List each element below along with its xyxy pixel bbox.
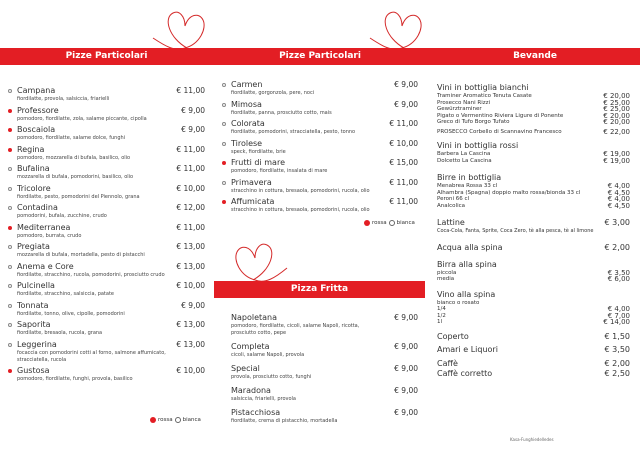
item-description: fiordilatte, crema di pistacchio, mortadella xyxy=(231,418,338,424)
menu-item xyxy=(221,408,418,430)
drink-price: € 25,00 xyxy=(603,105,630,113)
item-name: Boscaiola xyxy=(17,125,56,134)
item-price: € 9,00 xyxy=(181,105,205,115)
rossa-dot-icon xyxy=(8,148,12,152)
item-description: fiordilatte, stracchino, salsiccia, patate xyxy=(17,291,114,297)
drink-price: € 4,50 xyxy=(607,188,630,197)
drink-price: € 19,00 xyxy=(603,150,630,158)
group-title: Birra alla spina xyxy=(437,259,497,269)
item-description: pomodoro, fiordilatte, salame dolce, funghi xyxy=(17,135,126,141)
item-name: Pulcinella xyxy=(17,281,55,290)
bianca-dot-icon xyxy=(8,245,12,249)
item-price: € 13,00 xyxy=(176,261,205,271)
item-price: € 9,00 xyxy=(394,386,418,395)
item-price: € 9,00 xyxy=(394,342,418,351)
bevande-group-coperto xyxy=(437,332,630,342)
item-price: € 9,00 xyxy=(181,125,205,134)
menu-item xyxy=(7,301,205,321)
bevande-group-amari xyxy=(437,345,630,355)
drink-price: € 20,00 xyxy=(603,111,630,120)
item-description: fiordilatte, pomodorini, stracciatella, pesto, tonno xyxy=(231,129,356,135)
bevande-group-vino_spina xyxy=(437,290,630,326)
rossa-dot-icon xyxy=(8,226,12,230)
item-price: € 10,00 xyxy=(176,281,205,290)
item-price: € 9,00 xyxy=(394,313,418,322)
group-title: Birre in bottiglia xyxy=(437,173,502,182)
bianca-dot-icon xyxy=(222,142,226,146)
item-description: stracchino in cottura, bresaola, pomodorini, rucola, olio xyxy=(231,187,370,194)
group-description: Coca-Cola, Fanta, Sprite, Coca Zero, tè alla pesca, tè al limone xyxy=(437,228,594,234)
group-title: Vini in bottiglia bianchi xyxy=(437,83,529,92)
item-name: Campana xyxy=(17,86,56,95)
bianca-dot-icon xyxy=(222,83,226,87)
drink-price: € 4,50 xyxy=(607,201,630,210)
item-price: € 11,00 xyxy=(389,119,418,128)
item-price: € 9,00 xyxy=(394,364,418,373)
item-price: € 9,00 xyxy=(394,99,418,109)
rossa-dot-icon xyxy=(222,200,226,204)
menu-item xyxy=(7,340,205,366)
drink-row xyxy=(437,203,630,210)
item-description: salsiccia, friarielli, provola xyxy=(231,396,296,402)
bevande-group-birre xyxy=(437,173,630,209)
item-description: pomodoro, burrata, crudo xyxy=(17,232,82,239)
menu-item xyxy=(7,184,205,204)
item-price: € 10,00 xyxy=(176,365,205,375)
item-description: pomodoro, fiordilatte, cicoli, salame Napoli, ricotta, prosciutto cotto, pepe xyxy=(231,323,360,336)
item-name: Bufalina xyxy=(17,164,50,173)
item-price: € 11,00 xyxy=(389,197,418,206)
menu-item xyxy=(7,223,205,243)
menu-item xyxy=(221,342,418,364)
item-description: mozzarella di bufala, mortadella, pesto di pistacchi xyxy=(17,252,145,258)
item-name: Contadina xyxy=(17,203,58,212)
bianca-dot-icon xyxy=(8,206,12,210)
item-price: € 10,00 xyxy=(176,183,205,193)
item-name: Affumicata xyxy=(231,197,275,206)
drink-price: € 25,00 xyxy=(603,98,630,107)
item-name: Regina xyxy=(17,144,45,154)
footer-text: Kasa-Funghiedelledes xyxy=(510,437,554,442)
rossa-dot-icon xyxy=(8,109,12,113)
item-price: € 11,00 xyxy=(389,177,418,187)
group-price: € 2,50 xyxy=(604,368,630,378)
menu-item xyxy=(221,119,418,139)
item-name: Mediterranea xyxy=(17,222,71,232)
group-price: € 2,00 xyxy=(604,242,630,252)
bianca-dot-icon xyxy=(222,181,226,185)
menu-item xyxy=(221,139,418,159)
group-title: Coperto xyxy=(437,331,469,341)
item-description: pomodoro, mozzarella di bufala, basilico, olio xyxy=(17,154,131,161)
menu-item xyxy=(7,203,205,223)
item-price: € 11,00 xyxy=(176,86,205,95)
item-description: fiordilatte, pesto, pomodorini del Piennolo, grana xyxy=(17,193,140,200)
rossa-dot-icon xyxy=(8,369,12,373)
group-title: Amari e Liquori xyxy=(437,344,498,354)
item-name: Tirolese xyxy=(231,138,263,148)
drink-price: € 20,00 xyxy=(603,92,630,100)
header-pizze-particolari-1: Pizze Particolari xyxy=(65,51,148,61)
item-price: € 12,00 xyxy=(176,203,205,212)
group-title: Vini in bottiglia rossi xyxy=(437,141,519,150)
drink-label: Alhambra (Spagna) doppio malto rossa/bionda 33 cl xyxy=(437,189,581,196)
heart-decoration-icon xyxy=(362,8,432,52)
item-price: € 9,00 xyxy=(181,300,205,310)
menu-item xyxy=(7,125,205,145)
item-price: € 11,00 xyxy=(176,144,205,154)
drink-label: 1l xyxy=(437,319,443,325)
item-price: € 11,00 xyxy=(176,164,205,173)
rossa-dot-icon xyxy=(222,161,226,165)
drink-price: € 4,00 xyxy=(607,195,630,203)
drink-label: Menabrea Rossa 33 cl xyxy=(437,183,498,189)
item-description: fiordilatte, panna, prosciutto cotto, mais xyxy=(231,109,332,116)
item-name: Napoletana xyxy=(231,313,278,322)
bianca-dot-icon xyxy=(8,323,12,327)
bevande-group-bianchi xyxy=(437,83,630,135)
header-band xyxy=(0,48,640,65)
drink-label: Peroni 66 cl xyxy=(437,196,470,202)
header-pizza-fritta: Pizza Fritta xyxy=(214,281,425,298)
group-price: € 3,50 xyxy=(604,344,630,354)
drink-price: € 6,00 xyxy=(607,275,630,283)
item-name: Gustosa xyxy=(17,365,50,375)
drink-price: € 14,00 xyxy=(603,318,630,326)
bianca-dot-icon xyxy=(222,103,226,107)
item-description: cicoli, salame Napoli, provola xyxy=(231,352,305,358)
menu-item xyxy=(7,366,205,386)
item-description: pomodoro, fiordilatte, funghi, provola, basilico xyxy=(17,375,133,382)
drink-price: € 4,00 xyxy=(607,182,630,190)
group-header xyxy=(437,369,630,379)
item-description: stracchino in cottura, bresaola, pomodorini, rucola, olio xyxy=(231,207,370,213)
drink-row xyxy=(437,276,630,283)
item-name: Saporita xyxy=(17,320,51,329)
group-header xyxy=(437,359,630,369)
menu-item xyxy=(221,364,418,386)
item-name: Frutti di mare xyxy=(231,158,285,167)
legend-1: rossa bianca xyxy=(150,417,201,423)
item-description: mozzarella di bufala, pomodorini, basilico, olio xyxy=(17,174,134,180)
drink-label: Traminer Aromatico Tenuta Casate xyxy=(437,93,532,99)
bianca-dot-icon xyxy=(8,187,12,191)
item-description-2: stracciatella, rucola xyxy=(17,356,67,363)
drink-label: PROSECCO Corbello di Scannavino Francesco xyxy=(437,128,562,135)
drink-price: € 7,00 xyxy=(607,311,630,320)
item-description: pomodoro, fiordilatte, zola, salame piccante, cipolla xyxy=(17,115,147,122)
group-header xyxy=(437,243,630,253)
item-name: Carmen xyxy=(231,80,263,89)
item-name: Tonnata xyxy=(17,300,49,310)
item-name: Maradona xyxy=(231,386,271,395)
group-title: Vino alla spina xyxy=(437,289,496,299)
menu-item xyxy=(221,313,418,342)
item-description: pomodorini, bufala, zucchine, crudo xyxy=(17,213,107,219)
item-name: Completa xyxy=(231,342,270,351)
bevande-group-lattine xyxy=(437,218,630,235)
drink-label: 1/4 xyxy=(437,306,446,312)
item-description: speck, fiordilatte, brie xyxy=(231,148,286,155)
item-name: Mimosa xyxy=(231,99,262,109)
group-subtitle: bianco o rosato xyxy=(437,299,480,306)
menu-item xyxy=(221,178,418,198)
drink-label: Analcolica xyxy=(437,202,465,209)
bevande-group-caffe_corretto xyxy=(437,369,630,379)
menu-item xyxy=(7,242,205,262)
item-name: Special xyxy=(231,364,260,373)
menu-item xyxy=(7,145,205,165)
drink-label: Gewürztraminer xyxy=(437,106,482,112)
bevande-group-rossi xyxy=(437,141,630,164)
bevande-list xyxy=(437,83,630,385)
drink-label: Barbera La Cascina xyxy=(437,151,491,157)
group-title: Caffè xyxy=(437,358,458,368)
drink-label: 1/2 xyxy=(437,312,446,319)
drink-label: media xyxy=(437,276,455,282)
drink-price: € 20,00 xyxy=(603,118,630,126)
bianca-dot-icon xyxy=(8,284,12,288)
item-name: Primavera xyxy=(231,177,272,187)
group-title: Acqua alla spina xyxy=(437,242,503,252)
item-description: fiordilatte, provola, salsiccia, friarielli xyxy=(17,96,110,102)
item-description: provola, prosciutto cotto, funghi xyxy=(231,374,312,380)
drink-label: Pigato o Vermentino Riviera Ligure di Ponente xyxy=(437,112,564,119)
group-title: Caffè corretto xyxy=(437,368,493,378)
item-description: fiordilatte, gorgonzola, pere, noci xyxy=(231,90,315,96)
bianca-dot-icon xyxy=(175,417,181,423)
item-description: fiordilatte, tonno, olive, cipolle, pomodorini xyxy=(17,310,125,317)
item-price: € 13,00 xyxy=(176,339,205,349)
group-title: Lattine xyxy=(437,218,465,227)
menu-item xyxy=(7,262,205,282)
rossa-dot-icon xyxy=(150,417,156,423)
legend-2: rossa bianca xyxy=(364,220,415,226)
drink-price: € 22,00 xyxy=(603,127,630,136)
item-price: € 13,00 xyxy=(176,242,205,251)
drink-label: Dolcetto La Cascina xyxy=(437,157,492,164)
bianca-dot-icon xyxy=(222,122,226,126)
item-name: Pregiata xyxy=(17,242,50,251)
item-name: Leggerina xyxy=(17,339,57,349)
drink-price: € 3,50 xyxy=(607,268,630,277)
bianca-dot-icon xyxy=(8,304,12,308)
menu-item xyxy=(7,106,205,126)
drink-price: € 19,00 xyxy=(603,156,630,165)
item-description: fiordilatte, bresaola, rucola, grana xyxy=(17,330,103,336)
heart-decoration-icon xyxy=(145,8,215,52)
menu-item xyxy=(7,164,205,184)
group-header xyxy=(437,218,630,228)
item-price: € 9,00 xyxy=(394,80,418,89)
item-description: pomodoro, fiordilatte, insalata di mare xyxy=(231,168,328,174)
drink-price: € 4,00 xyxy=(607,305,630,313)
header-pizze-particolari-2: Pizze Particolari xyxy=(279,51,361,61)
group-header xyxy=(437,345,630,355)
pizze-particolari-list-1 xyxy=(7,86,205,385)
bevande-group-birra_spina xyxy=(437,260,630,283)
item-name: Anema e Core xyxy=(17,261,74,271)
heart-decoration-icon xyxy=(225,240,295,284)
group-header xyxy=(437,332,630,342)
item-name: Tricolore xyxy=(17,183,51,193)
bianca-dot-icon xyxy=(389,220,395,226)
group-price: € 1,50 xyxy=(604,331,630,341)
menu-item xyxy=(221,386,418,408)
item-description: fiordilatte, stracchino, rucola, pomodorini, prosciutto crudo xyxy=(17,271,165,278)
menu-item xyxy=(221,80,418,100)
drink-label: Greco di Tufo Borgo Tufato xyxy=(437,119,510,125)
header-bevande: Bevande xyxy=(513,51,557,61)
item-price: € 9,00 xyxy=(394,408,418,417)
drink-row xyxy=(437,158,630,165)
item-price: € 13,00 xyxy=(176,320,205,329)
menu-item xyxy=(7,320,205,340)
drink-label: piccola xyxy=(437,269,457,276)
pizze-particolari-list-2 xyxy=(221,80,418,217)
drink-row xyxy=(437,129,630,136)
item-name: Pistacchiosa xyxy=(231,408,281,417)
item-name: Colorata xyxy=(231,119,265,128)
menu-item xyxy=(7,281,205,301)
drink-row xyxy=(437,119,630,126)
item-price: € 10,00 xyxy=(389,138,418,148)
bevande-group-acqua xyxy=(437,243,630,253)
group-price: € 3,00 xyxy=(604,218,630,227)
bianca-dot-icon xyxy=(8,343,12,347)
item-price: € 11,00 xyxy=(176,222,205,232)
drink-label: Prosecco Nani Rizzi xyxy=(437,99,491,106)
menu-item xyxy=(7,86,205,106)
menu-item xyxy=(221,197,418,217)
menu-item xyxy=(221,100,418,120)
menu-item xyxy=(221,158,418,178)
item-description: focaccia con pomodorini cotti al forno, salmone affumicato, xyxy=(17,349,166,356)
bevande-group-caffe xyxy=(437,359,630,369)
rossa-dot-icon xyxy=(8,128,12,132)
group-price: € 2,00 xyxy=(604,358,630,368)
rossa-dot-icon xyxy=(364,220,370,226)
bianca-dot-icon xyxy=(8,167,12,171)
bianca-dot-icon xyxy=(8,265,12,269)
pizza-fritta-list xyxy=(221,313,418,430)
item-name: Professore xyxy=(17,105,59,115)
item-price: € 15,00 xyxy=(389,158,418,167)
bianca-dot-icon xyxy=(8,89,12,93)
drink-row xyxy=(437,319,630,326)
